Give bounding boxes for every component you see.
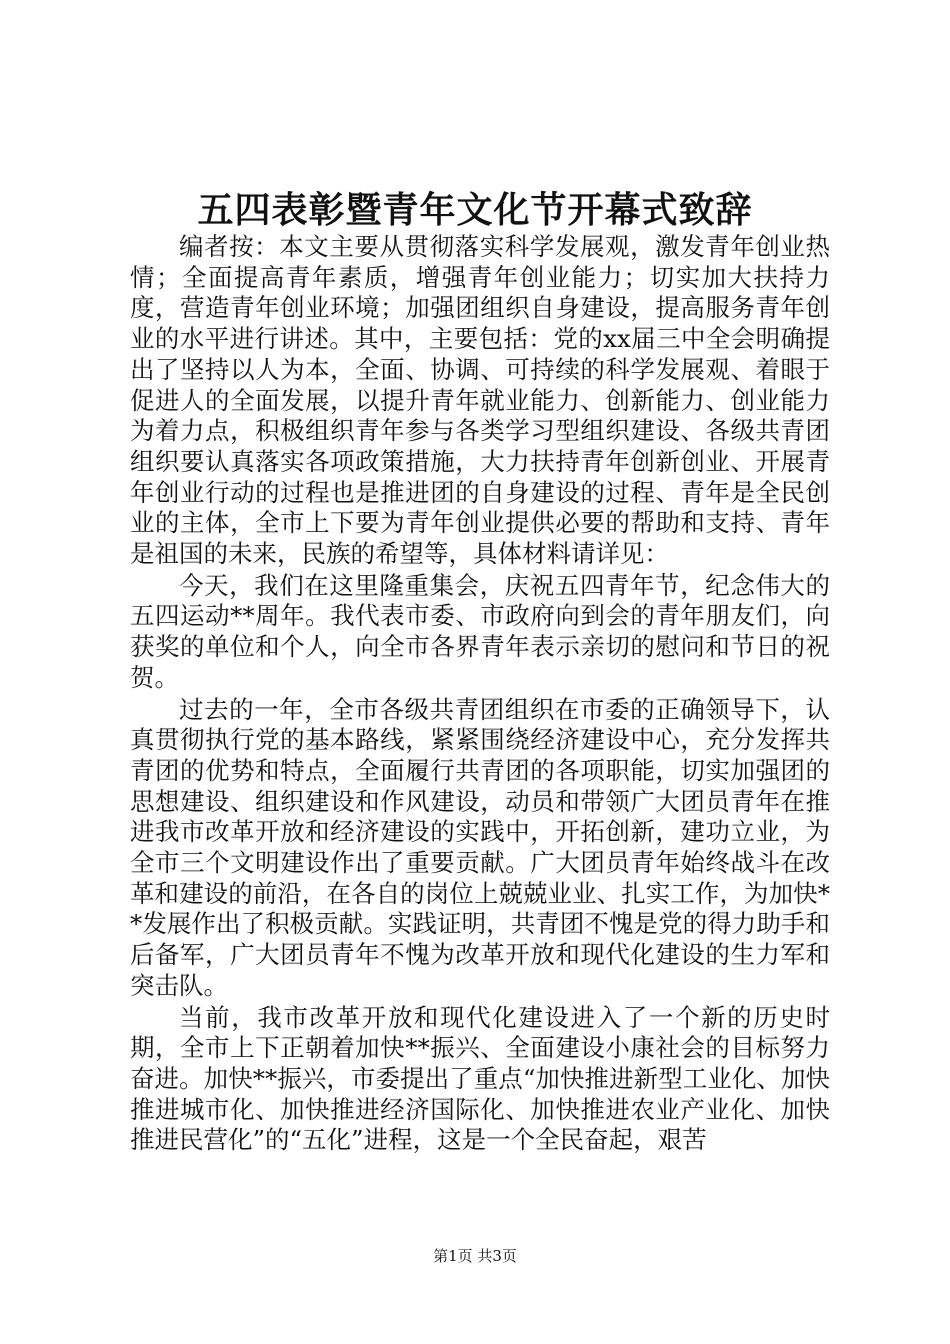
paragraph-current: 当前，我市改革开放和现代化建设进入了一个新的历史时期，全市上下正朝着加快**振兴、全面建设小康社会的目标努力奋进。加快**振兴，市委提出了重点“加快推进新型工业化、加快推进城市化、加快推进经济国际化、加快推进农业产业化、加快推进民营化”的“五化”进程，这是一个全民奋起，艰苦 (130, 1002, 830, 1155)
paragraph-editor-note: 编者按：本文主要从贯彻落实科学发展观，激发青年创业热情；全面提高青年素质，增强青年创业能力；切实加大扶持力度，营造青年创业环境；加强团组织自身建设，提高服务青年创业的水平进行讲述。其中，主要包括：党的xx届三中全会明确提出了坚持以人为本，全面、协调、可持续的科学发展观、着眼于促进人的全面发展，以提升青年就业能力、创新能力、创业能力为着力点，积极组织青年参与各类学习型组织建设、各级共青团组织要认真落实各项政策措施，大力扶持青年创新创业、开展青年创业行动的过程也是推进团的自身建设的过程、青年是全民创业的主体，全市上下要为青年创业提供必要的帮助和支持、青年是祖国的未来，民族的希望等，具体材料请详见： (130, 232, 830, 569)
paragraph-opening: 今天，我们在这里隆重集会，庆祝五四青年节，纪念伟大的五四运动**周年。我代表市委、市政府向到会的青年朋友们，向获奖的单位和个人，向全市各界青年表示亲切的慰问和节日的祝贺。 (130, 570, 830, 692)
document-body (130, 232, 830, 1156)
page-title: 五四表彰暨青年文化节开幕式致辞 (197, 189, 753, 231)
paragraph-past-year: 过去的一年，全市各级共青团组织在市委的正确领导下，认真贯彻执行党的基本路线，紧紧围绕经济建设中心，充分发挥共青团的优势和特点，全面履行共青团的各项职能，切实加强团的思想建设、组织建设和作风建设，动员和带领广大团员青年在推进我市改革开放和经济建设的实践中，开拓创新，建功立业，为全市三个文明建设作出了重要贡献。广大团员青年始终战斗在改革和建设的前沿，在各自的岗位上兢兢业业、扎实工作，为加快**发展作出了积极贡献。实践证明，共青团不愧是党的得力助手和后备军，广大团员青年不愧为改革开放和现代化建设的生力军和突击队。 (130, 694, 830, 1000)
page-number-footer: 第1页 共3页 (433, 1247, 517, 1265)
